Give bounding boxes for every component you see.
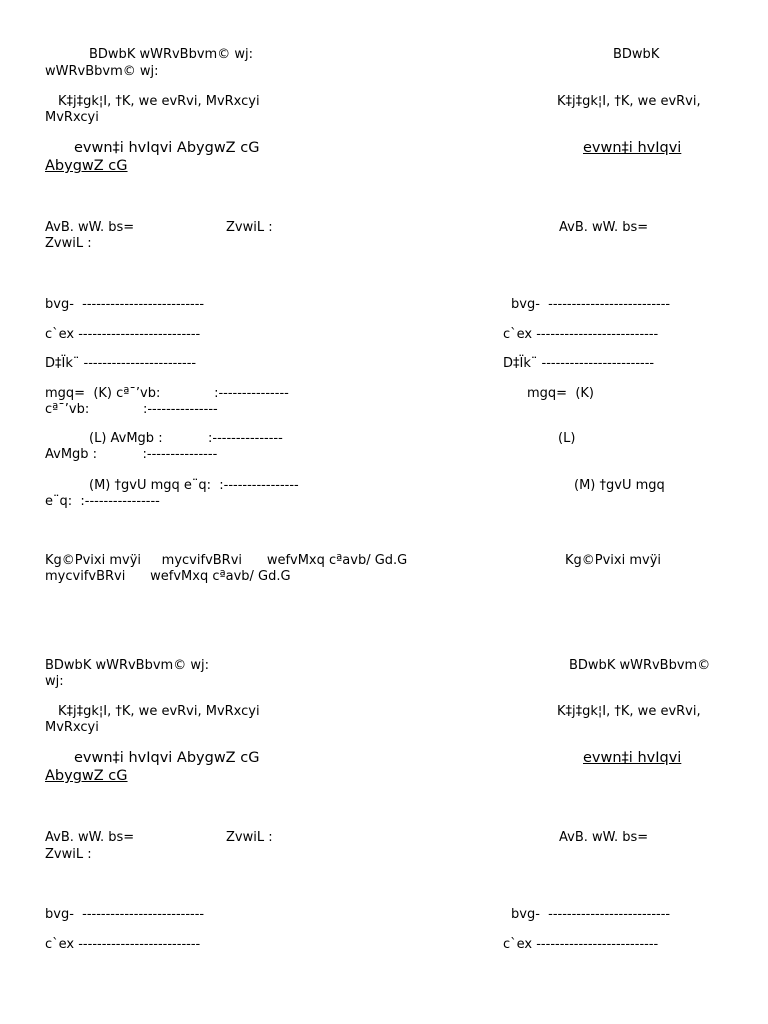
time-total-continued: e¨q: :---------------- — [45, 494, 160, 509]
form-title-continued: AbygwZ cG — [45, 158, 128, 174]
form-header: BDwbK wWRvBbvm© wj: — [45, 658, 209, 673]
designation-field: c`ex -------------------------- — [45, 937, 201, 952]
form-title: evwn‡i hvIqvi AbygwZ cG — [74, 140, 260, 156]
time-arrival-field: (L) AvMgb : :--------------- — [89, 431, 283, 446]
form-address-continued: MvRxcyi — [45, 720, 99, 735]
form-title-copy: evwn‡i hvIqvi — [583, 140, 682, 156]
designation-field-copy: c`ex -------------------------- — [503, 327, 659, 342]
signature-row: Kg©Pvixi mvÿi mycvifvBRvi wefvMxq cªavb/ Gd.G — [45, 553, 408, 568]
form-header-copy: BDwbK — [613, 47, 660, 62]
form-title-copy: evwn‡i hvIqvi — [583, 750, 682, 766]
signature-row-continued: mycvifvBRvi wefvMxq cªavb/ Gd.G — [45, 569, 291, 584]
form-address-copy: K‡j‡gk¦I, †K, we evRvi, — [557, 704, 701, 719]
id-number-label-copy: AvB. wW. bs= — [559, 220, 649, 235]
time-total-field-copy: (M) †gvU mgq — [574, 478, 665, 493]
form-title: evwn‡i hvIqvi AbygwZ cG — [74, 750, 260, 766]
date-label: ZvwiL : — [226, 220, 273, 235]
designation-field-copy: c`ex -------------------------- — [503, 937, 659, 952]
date-label: ZvwiL : — [226, 830, 273, 845]
time-arrival-continued: AvMgb : :--------------- — [45, 447, 218, 462]
id-number-label-copy: AvB. wW. bs= — [559, 830, 649, 845]
form-header-continued: wWRvBbvm© wj: — [45, 64, 159, 79]
form-address: K‡j‡gk¦I, †K, we evRvi, MvRxcyi — [58, 704, 260, 719]
name-field: bvg- -------------------------- — [45, 907, 205, 922]
time-arrival-field-copy: (L) — [558, 431, 576, 446]
form-address-copy: K‡j‡gk¦I, †K, we evRvi, — [557, 94, 701, 109]
time-total-field: (M) †gvU mgq e¨q: :---------------- — [89, 478, 299, 493]
time-departure-field: mgq= (K) cª¯’vb: :--------------- — [45, 386, 289, 401]
form-address-continued: MvRxcyi — [45, 110, 99, 125]
form-header-copy: BDwbK wWRvBbvm© — [569, 658, 711, 673]
signature-row-copy: Kg©Pvixi mvÿi — [565, 553, 662, 568]
form-address: K‡j‡gk¦I, †K, we evRvi, MvRxcyi — [58, 94, 260, 109]
form-title-continued: AbygwZ cG — [45, 768, 128, 784]
name-field-copy: bvg- -------------------------- — [511, 297, 671, 312]
id-number-label: AvB. wW. bs= — [45, 830, 135, 845]
name-field-copy: bvg- -------------------------- — [511, 907, 671, 922]
designation-field: c`ex -------------------------- — [45, 327, 201, 342]
form-header-continued: wj: — [45, 674, 64, 689]
name-field: bvg- -------------------------- — [45, 297, 205, 312]
section-field: D‡Ïk¨ ------------------------ — [45, 356, 197, 371]
time-departure-field-copy: mgq= (K) — [527, 386, 594, 401]
id-number-label: AvB. wW. bs= — [45, 220, 135, 235]
form-header: BDwbK wWRvBbvm© wj: — [89, 47, 253, 62]
date-label-continued: ZvwiL : — [45, 236, 92, 251]
section-field-copy: D‡Ïk¨ ------------------------ — [503, 356, 655, 371]
date-label-continued: ZvwiL : — [45, 847, 92, 862]
time-departure-continued: cª¯’vb: :--------------- — [45, 402, 218, 417]
